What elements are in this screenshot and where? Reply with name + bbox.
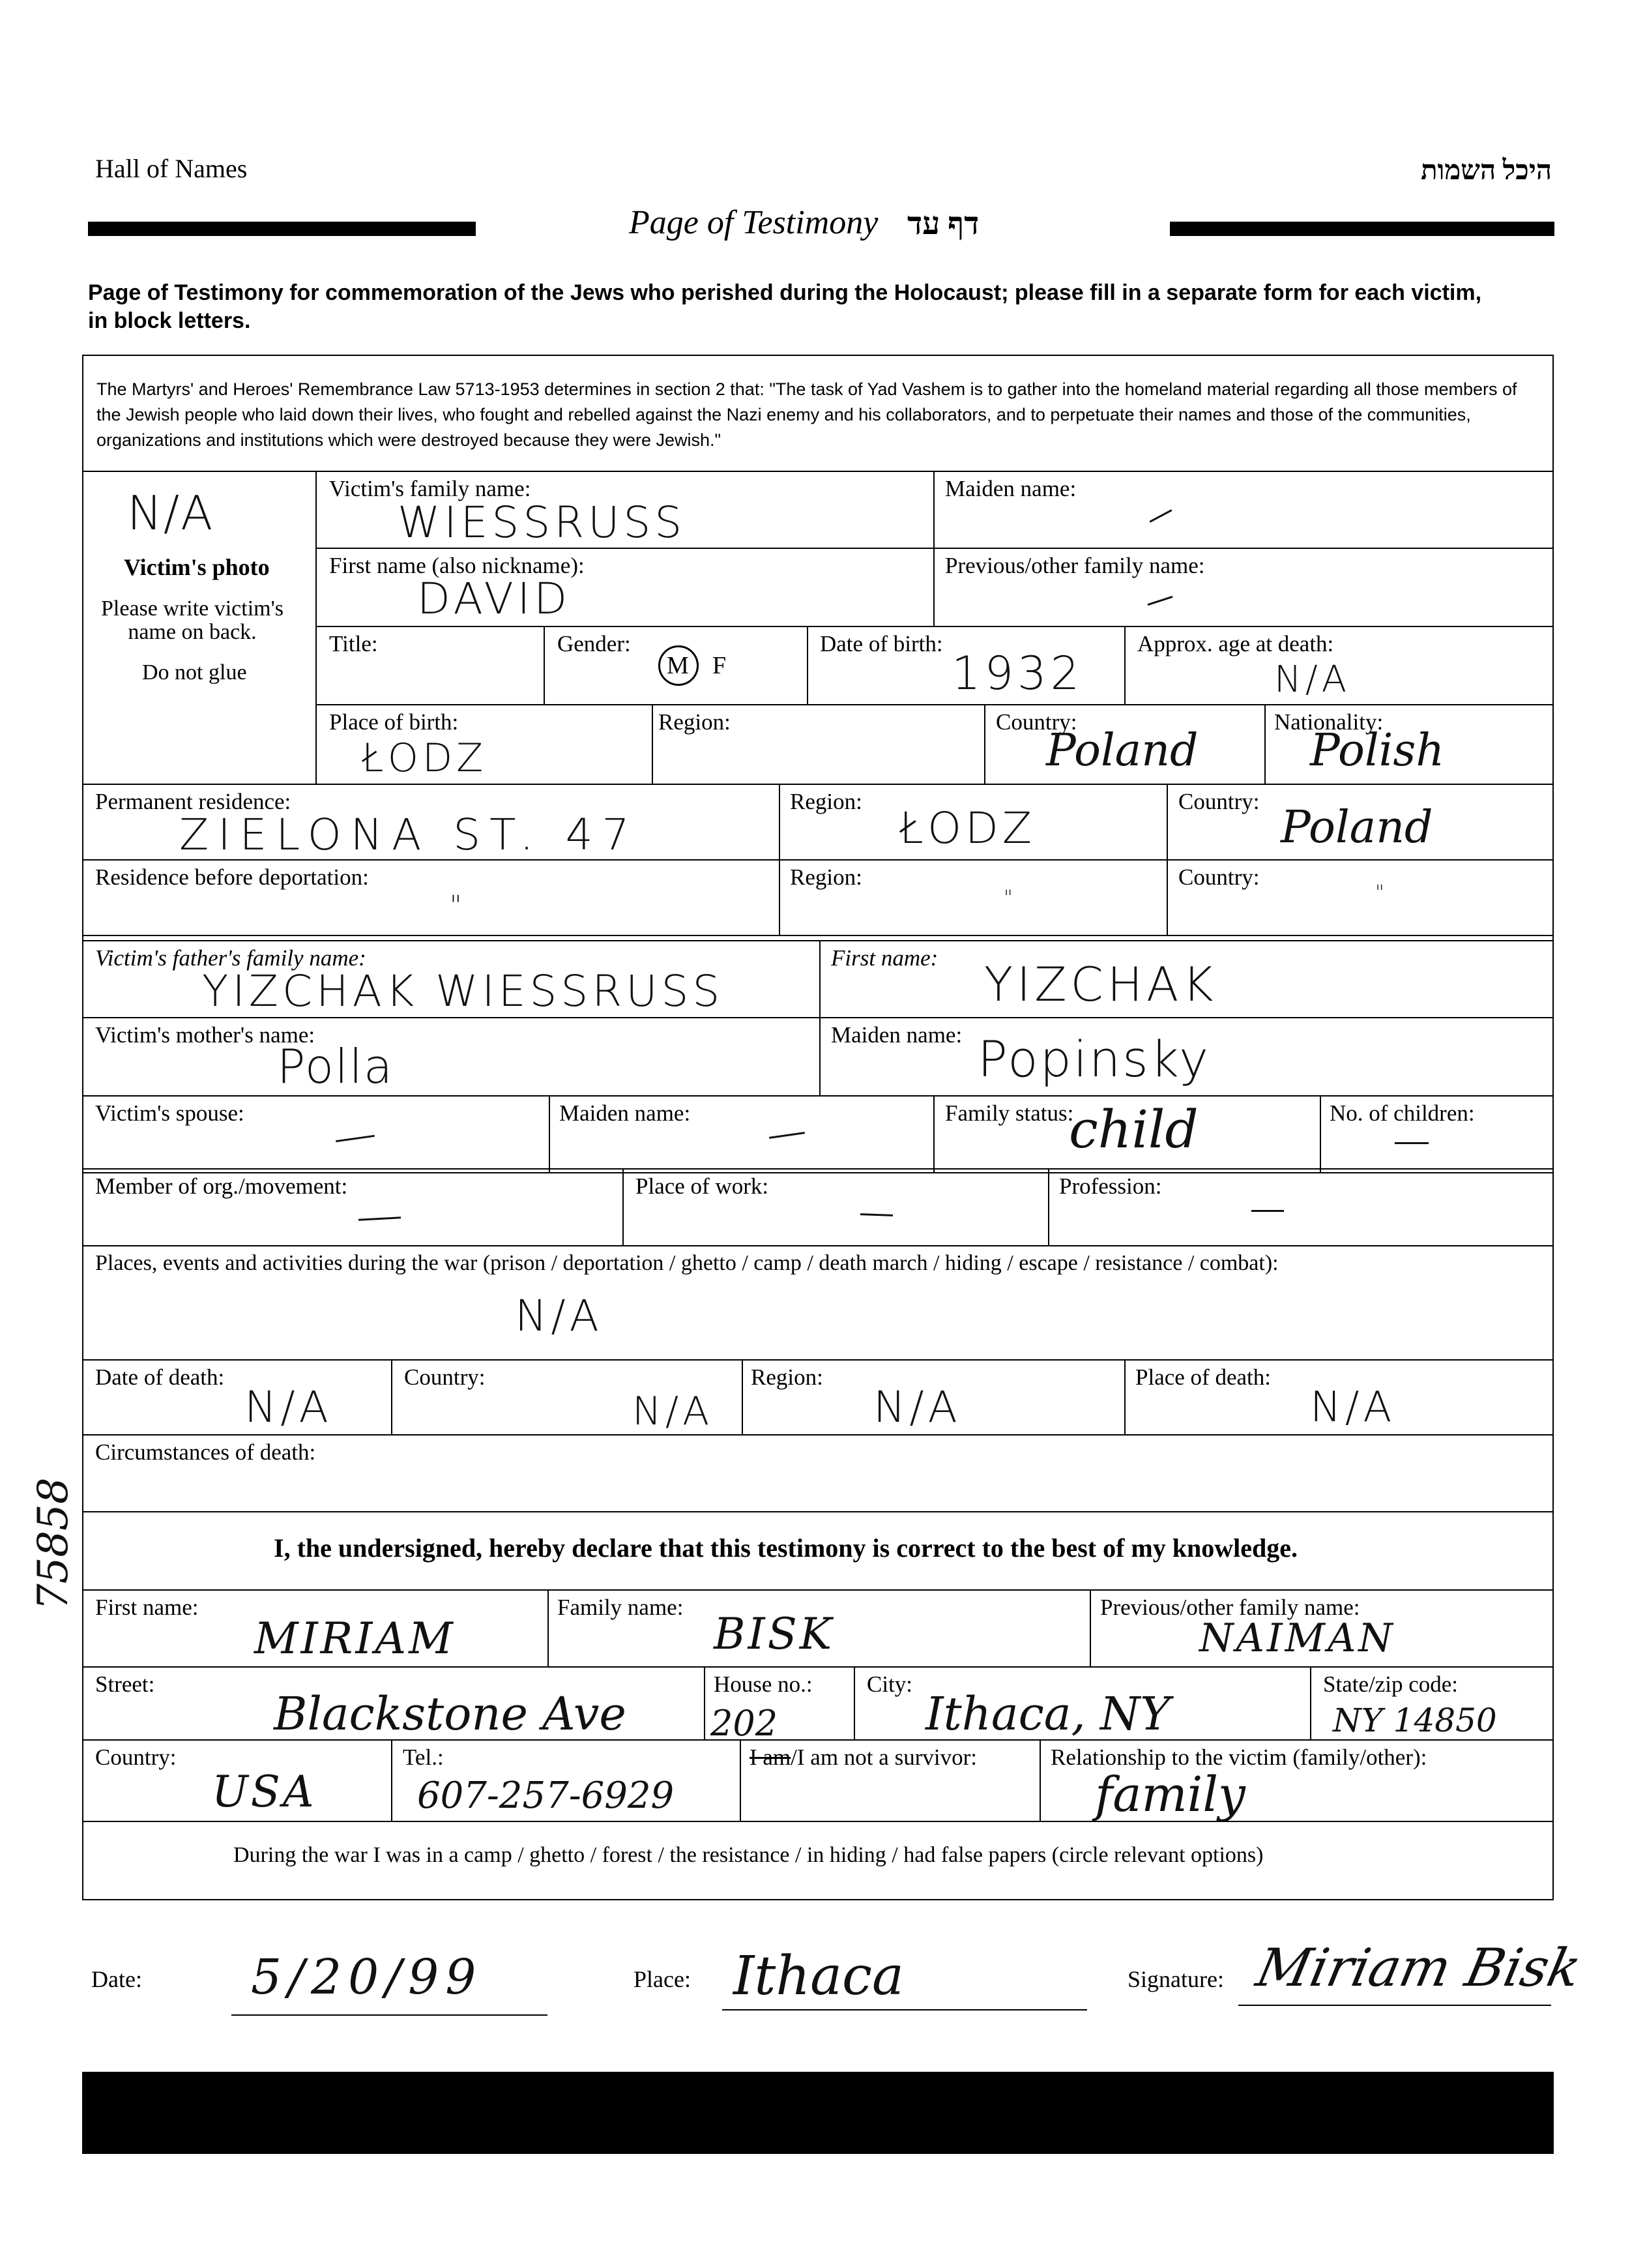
rule (315, 548, 1554, 549)
before-country-value[interactable]: " (1375, 881, 1388, 904)
rule (1124, 626, 1126, 704)
rule (82, 940, 1554, 941)
submitter-family-label: Family name: (557, 1595, 684, 1620)
war-activities-label: Places, events and activities during the war (prison / deportation / ghetto / camp / death march / hiding / escape / resistance / combat): (95, 1251, 1279, 1275)
margin-number: 75858 (29, 1477, 78, 1610)
residence-country-value[interactable]: Poland (1281, 802, 1433, 853)
gender-f[interactable]: F (712, 652, 727, 679)
profession-label: Profession: (1059, 1173, 1162, 1199)
death-place-value[interactable]: N/A (1310, 1383, 1396, 1432)
footer-date-label: Date: (91, 1966, 142, 1992)
signature-value[interactable]: Miriam Bisk (1251, 1937, 1587, 1998)
rule (82, 1589, 1554, 1591)
death-country-label: Country: (404, 1364, 486, 1390)
pob-region-label: Region: (658, 709, 731, 735)
residence-region-label: Region: (790, 789, 862, 814)
rule (315, 471, 317, 784)
submitter-first-label: First name: (95, 1595, 199, 1620)
submitter-country-label: Country: (95, 1745, 177, 1770)
declaration: I, the undersigned, hereby declare that this testimony is correct to the best of my knowledge. (274, 1533, 1298, 1563)
rule (1310, 1666, 1311, 1739)
war-experience-note: During the war I was in a camp / ghetto / forest / the resistance / in hiding / had false papers (circle relevant options) (233, 1843, 1264, 1867)
state-label: State/zip code: (1323, 1672, 1459, 1697)
mother-maiden-value[interactable]: Popinsky (978, 1030, 1211, 1088)
law-text: The Martyrs' and Heroes' Remembrance Law 5713-1953 determines in section 2 that: "The task of Yad Vashem is to gather into the homeland material regarding all those members of the Jewish people who laid down their lives, who fought and rebelled against the Nazi enemy and his collaborators, and to perpetuate their names and those of the communities, organizations and institutions which were destroyed because they were Jewish." (96, 379, 1517, 450)
war-activities-value[interactable]: N/A (515, 1291, 603, 1341)
rule (82, 1245, 1554, 1246)
rule (82, 1017, 1554, 1018)
rule (549, 1095, 550, 1172)
house-value[interactable]: 202 (710, 1703, 778, 1744)
rule (82, 1168, 1554, 1170)
rule (933, 1095, 935, 1172)
photo-value: N/A (127, 486, 214, 540)
form-frame (82, 355, 1554, 1900)
father-first-value[interactable]: YIZCHAK (984, 957, 1217, 1012)
before-deportation-value[interactable]: " (450, 891, 466, 920)
submitter-family-value[interactable]: BISK (714, 1609, 835, 1659)
death-date-value[interactable]: N/A (244, 1382, 332, 1432)
footer-black-bar (82, 2072, 1554, 2154)
before-country-label: Country: (1178, 864, 1260, 890)
age-value[interactable]: N/A (1274, 658, 1351, 701)
street-label: Street: (95, 1672, 155, 1697)
permanent-residence-value[interactable]: ZIELONA ST. 47 (179, 810, 639, 860)
submitter-previous-value[interactable]: NAIMAN (1199, 1615, 1395, 1661)
rule (391, 1739, 392, 1821)
hall-of-names-hebrew: היכל השמות (1421, 156, 1552, 186)
header-bar-left (88, 222, 476, 236)
children-dash (1395, 1142, 1429, 1144)
previous-name-label: Previous/other family name: (945, 553, 1205, 578)
rule (315, 626, 1554, 627)
nationality-value[interactable]: Polish (1310, 725, 1445, 776)
rule (1320, 1095, 1321, 1172)
death-date-label: Date of death: (95, 1364, 225, 1390)
page-title: Page of Testimony (629, 204, 879, 241)
pob-country-value[interactable]: Poland (1046, 725, 1199, 776)
rule (82, 1434, 1554, 1436)
rule (82, 1359, 1554, 1361)
rule (1238, 2005, 1551, 2006)
page-title-hebrew: דף עד (907, 207, 980, 241)
maiden-name-label: Maiden name: (945, 476, 1077, 501)
survivor-strike: I am (750, 1745, 791, 1770)
rule (704, 1666, 705, 1739)
org-label: Member of org./movement: (95, 1173, 348, 1199)
title-label: Title: (329, 631, 378, 656)
rule (544, 626, 545, 704)
family-status-label: Family status: (945, 1100, 1074, 1126)
death-country-value[interactable]: N/A (632, 1389, 714, 1434)
relationship-label: Relationship to the victim (family/other): (1051, 1745, 1427, 1770)
rule (82, 1821, 1554, 1822)
tel-value[interactable]: 607-257-6929 (417, 1775, 675, 1817)
rule (1124, 1359, 1126, 1434)
rule (82, 471, 1554, 472)
workplace-label: Place of work: (635, 1173, 769, 1199)
signature-label: Signature: (1128, 1966, 1224, 1992)
residence-region-value[interactable]: ŁODZ (899, 803, 1036, 853)
rule (1090, 1589, 1091, 1666)
rule (82, 1095, 1554, 1097)
before-deportation-label: Residence before deportation: (95, 864, 369, 890)
rule (807, 626, 808, 704)
pob-value[interactable]: ŁODZ (362, 735, 488, 781)
photo-label: Victim's photo (124, 554, 270, 580)
rule (933, 471, 935, 627)
header-bar-right (1170, 222, 1554, 236)
submitter-first-value[interactable]: MIRIAM (254, 1613, 456, 1664)
permanent-residence-label: Permanent residence: (95, 789, 291, 814)
circumstances-label: Circumstances of death: (95, 1439, 316, 1465)
dob-value[interactable]: 1932 (952, 647, 1084, 700)
rule (742, 1359, 743, 1434)
age-label: Approx. age at death: (1137, 631, 1334, 656)
death-place-label: Place of death: (1135, 1364, 1271, 1390)
rule (547, 1589, 549, 1666)
instructions: Page of Testimony for commemoration of the Jews who perished during the Holocaust; please fill in a separate form for each victim, in block letters. (88, 280, 1482, 333)
footer-date-value[interactable]: 5/20/99 (251, 1949, 483, 2005)
street-value[interactable]: Blackstone Ave (274, 1687, 626, 1741)
father-first-label: First name: (831, 945, 939, 971)
submitter-previous-label: Previous/other family name: (1100, 1595, 1360, 1620)
father-family-value[interactable]: YIZCHAK WIESSRUSS (202, 966, 724, 1016)
spouse-label: Victim's spouse: (95, 1100, 244, 1126)
before-region-label: Region: (790, 864, 862, 890)
city-value[interactable]: Ithaca, NY (925, 1687, 1171, 1741)
gender-m[interactable]: M (667, 652, 689, 679)
rule (652, 704, 653, 784)
rule (1040, 1739, 1041, 1821)
nationality-label: Nationality: (1274, 709, 1384, 735)
pob-country-label: Country: (996, 709, 1077, 735)
hall-of-names-label: Hall of Names (95, 154, 248, 183)
first-name-label: First name (also nickname): (329, 553, 585, 578)
rule (82, 1666, 1554, 1668)
survivor-text: /I am not a survivor: (791, 1745, 977, 1770)
photo-note-glue: Do not glue (142, 660, 247, 685)
tel-label: Tel.: (403, 1745, 444, 1770)
pob-label: Place of birth: (329, 709, 459, 735)
footer-place-value[interactable]: Ithaca (733, 1945, 904, 2007)
family-name-label: Victim's family name: (329, 476, 531, 501)
rule (391, 1359, 392, 1434)
footer-place-label: Place: (633, 1966, 691, 1992)
rule (740, 1739, 741, 1821)
survivor-label (750, 1745, 977, 1771)
rule (1264, 704, 1266, 784)
before-region-value[interactable]: " (1004, 887, 1017, 909)
rule (622, 1168, 624, 1245)
rule (82, 784, 1554, 785)
dob-label: Date of birth: (820, 631, 943, 656)
rule (722, 2009, 1087, 2010)
rule (82, 1511, 1554, 1512)
mother-maiden-label: Maiden name: (831, 1022, 963, 1048)
photo-note: Please write victim's name on back. (101, 596, 284, 644)
submitter-country-value[interactable]: USA (212, 1767, 317, 1817)
first-name-value[interactable]: DAVID (417, 574, 572, 624)
family-name-value[interactable]: WIESSRUSS (398, 497, 686, 548)
city-label: City: (867, 1672, 913, 1697)
father-family-label: Victim's father's family name: (95, 945, 366, 971)
death-region-label: Region: (751, 1364, 823, 1390)
children-label: No. of children: (1330, 1100, 1475, 1126)
rule (82, 935, 1554, 936)
profession-dash (1251, 1210, 1284, 1212)
mother-name-value[interactable]: Polla (277, 1039, 394, 1094)
residence-country-label: Country: (1178, 789, 1260, 814)
gender-label: Gender: (557, 631, 631, 656)
rule (231, 2014, 547, 2016)
relationship-value[interactable]: family (1095, 1767, 1245, 1823)
rule (315, 704, 1554, 705)
spouse-maiden-label: Maiden name: (559, 1100, 691, 1126)
family-status-value[interactable]: child (1069, 1099, 1199, 1160)
rule (854, 1666, 855, 1739)
rule (984, 704, 985, 784)
rule (1048, 1168, 1049, 1245)
state-value[interactable]: NY 14850 (1333, 1701, 1497, 1739)
death-region-value[interactable]: N/A (873, 1382, 961, 1432)
mother-name-label: Victim's mother's name: (95, 1022, 315, 1048)
house-label: House no.: (714, 1672, 813, 1697)
